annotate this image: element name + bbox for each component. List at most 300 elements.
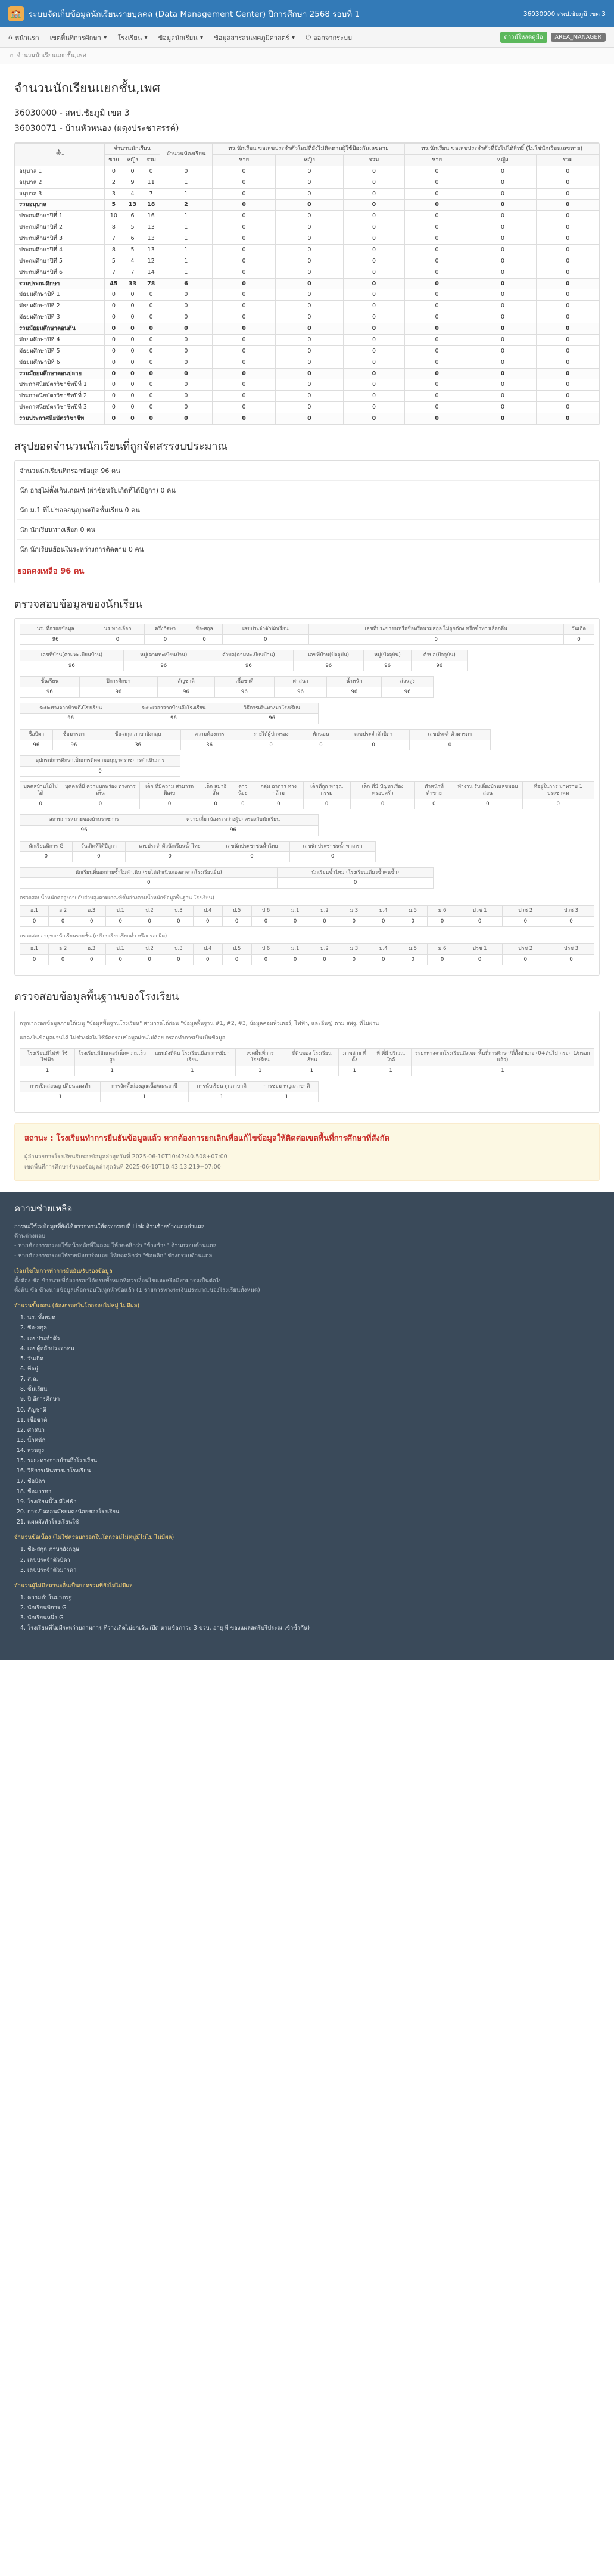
- row-cell-rooms: 0: [160, 334, 213, 345]
- check-value-cell: 0: [289, 852, 376, 862]
- student-check-panel: [14, 618, 600, 976]
- table-row: [15, 323, 599, 335]
- row-cell-m: 0: [105, 323, 123, 335]
- nav-item-logout[interactable]: [306, 32, 352, 43]
- basedata-value-cell: 1: [101, 1092, 188, 1102]
- nav-item-area-office[interactable]: [50, 32, 107, 43]
- nav-item-student-data[interactable]: [158, 32, 203, 43]
- row-cell-rooms: 0: [160, 357, 213, 368]
- row-cell-a_t: 0: [343, 379, 405, 391]
- check-value-cell: 0: [304, 740, 338, 750]
- table-row: [15, 244, 599, 256]
- row-level-label: อนุบาล 1: [15, 166, 105, 177]
- list-item: 4. เลขผู้หลักประจาทน: [27, 1344, 600, 1354]
- check-value-cell: 0: [278, 878, 433, 889]
- row-cell-f: 6: [123, 233, 142, 245]
- row-cell-a_f: 0: [276, 244, 343, 256]
- basedata-value-cell: 1: [188, 1092, 255, 1102]
- row-cell-b_t: 0: [537, 413, 599, 425]
- row-cell-rooms: 0: [160, 166, 213, 177]
- row-cell-b_f: 0: [469, 222, 537, 233]
- check-value-cell: 0: [144, 634, 186, 645]
- check-col-header: เลขที่บ้าน(ตามทะเบียนบ้าน): [20, 650, 124, 661]
- row-cell-a_m: 0: [212, 222, 276, 233]
- check-col-header: วันเกิดที่ได้ปีถูกา: [72, 841, 126, 852]
- check-col-header: รายได้ผู้ปกครอง: [238, 729, 304, 740]
- row-cell-b_t: 0: [537, 379, 599, 391]
- check-value-cell: 0: [303, 799, 350, 809]
- row-cell-a_m: 0: [212, 357, 276, 368]
- row-cell-a_t: 0: [343, 368, 405, 379]
- status-meta: [24, 1152, 590, 1172]
- check-col-header: สัญชาติ: [158, 677, 215, 687]
- row-cell-a_f: 0: [276, 256, 343, 267]
- table-row: [15, 289, 599, 301]
- basedata-value-cell: 1: [255, 1092, 318, 1102]
- check-col-header: ความเกี่ยวข้องระหว่างผู้ปกครองกับนักเรียน: [148, 815, 319, 826]
- row-cell-rooms: 2: [160, 200, 213, 211]
- row-cell-a_t: 0: [343, 357, 405, 368]
- check-col-header: เชื้อชาติ: [214, 677, 274, 687]
- check-value-cell: 0: [222, 916, 251, 927]
- enrollment-table-panel: [14, 142, 600, 425]
- student-check-tables: [15, 619, 599, 975]
- check-value-cell: 96: [20, 714, 121, 724]
- row-cell-b_m: 0: [405, 301, 469, 312]
- row-cell-b_m: 0: [405, 289, 469, 301]
- row-cell-b_t: 0: [537, 200, 599, 211]
- check-value-cell: 0: [310, 916, 339, 927]
- check-col-header: สถานการหมายของบ้านราชการ: [20, 815, 148, 826]
- app-title: ระบบจัดเก็บข้อมูลนักเรียนรายบุคคล (Data Management Center) ปีการศึกษา 2568 รอบที่ 1: [29, 10, 360, 19]
- row-level-label: รวมมัธยมศึกษาตอนปลาย: [15, 368, 105, 379]
- student-check-table-3: [20, 676, 434, 697]
- row-cell-a_m: 0: [212, 402, 276, 413]
- table-row: [15, 301, 599, 312]
- row-cell-m: 0: [105, 391, 123, 402]
- row-cell-a_t: 0: [343, 312, 405, 323]
- check-col-header: เลขประจำตัวนักเรียน: [222, 624, 308, 634]
- row-cell-m: 0: [105, 301, 123, 312]
- row-cell-t: 0: [142, 391, 160, 402]
- row-cell-m: 0: [105, 345, 123, 357]
- check-value-cell: 0: [20, 916, 49, 927]
- table-row: [20, 799, 594, 809]
- row-level-label: ประถมศึกษาปีที่ 6: [15, 267, 105, 278]
- budget-summary-panel: [14, 460, 600, 583]
- chevron-down-icon: ▾: [103, 33, 107, 41]
- check-col-header: ป.2: [135, 906, 164, 917]
- home-icon[interactable]: ⌂: [10, 52, 14, 59]
- row-cell-a_t: 0: [343, 256, 405, 267]
- help-title: ความช่วยเหลือ: [14, 1203, 73, 1214]
- table-row: [15, 233, 599, 245]
- check-col-header: ปวช 1: [457, 944, 503, 955]
- row-cell-a_f: 0: [276, 188, 343, 200]
- check-col-header: ม.4: [369, 944, 398, 955]
- list-item: จำนวนนักเรียนที่กรอกข้อมูล 96 คน: [17, 461, 599, 481]
- row-cell-b_m: 0: [405, 256, 469, 267]
- row-cell-b_f: 0: [469, 188, 537, 200]
- check-value-cell: 0: [91, 634, 144, 645]
- row-cell-b_f: 0: [469, 345, 537, 357]
- check-value-cell: 0: [563, 634, 594, 645]
- row-cell-a_t: 0: [343, 200, 405, 211]
- check-value-cell: 0: [398, 916, 427, 927]
- check-col-header: เด็ก ที่มีความ สามารถพิเศษ: [139, 782, 200, 799]
- table-row: [15, 312, 599, 323]
- basedata-wrap: [15, 1011, 599, 1113]
- row-cell-t: 0: [142, 402, 160, 413]
- row-cell-b_m: 0: [405, 413, 469, 425]
- row-cell-b_f: 0: [469, 391, 537, 402]
- nav-item-home[interactable]: [8, 32, 39, 43]
- check-value-cell: 0: [350, 799, 415, 809]
- row-cell-b_f: 0: [469, 166, 537, 177]
- row-cell-f: 0: [123, 323, 142, 335]
- check-value-cell: 0: [72, 852, 126, 862]
- check-col-header: ป.6: [251, 906, 280, 917]
- col-rooms: จำนวนห้องเรียน: [160, 144, 213, 166]
- row-cell-b_t: 0: [537, 222, 599, 233]
- check-value-cell: 0: [238, 740, 304, 750]
- row-cell-rooms: 0: [160, 289, 213, 301]
- page-content: [0, 64, 614, 1181]
- list-item: 2. เลขประจำตัวบิดา: [27, 1556, 600, 1565]
- row-cell-f: 0: [123, 413, 142, 425]
- row-cell-a_f: 0: [276, 334, 343, 345]
- check-value-cell: 0: [135, 954, 164, 965]
- row-cell-a_t: 0: [343, 323, 405, 335]
- help-intro-head: การจะใช้ระบ้อมูลที่ยังไห้ตรวจทานให้ตรงกรอบที่ Link ด้านซ้ายข้างแถลต่าแถล: [14, 1223, 205, 1231]
- row-level-label: ประถมศึกษาปีที่ 4: [15, 244, 105, 256]
- check-value-cell: 0: [106, 954, 135, 965]
- list-item: 4. โรงเรียนที่ไม่มีระหว่ายถามการ ที่ว่างเกิดไม่ยกเว้น เปิด ตามข้อภาวะ 3 ขวบ, อายุ ที่ ของแผลสตรีบริประณ เข้าซ้ำกัน): [27, 1624, 600, 1633]
- nav-item-school-label: โรงเรียน: [117, 33, 142, 42]
- table-row: [20, 740, 491, 750]
- check-value-cell: 96: [20, 825, 148, 836]
- row-cell-a_m: 0: [212, 379, 276, 391]
- row-cell-b_m: 0: [405, 222, 469, 233]
- nav-item-gis-data-label: ข้อมูลสารสนเทศภูมิศาสตร์: [214, 33, 289, 42]
- nav-item-gis-data[interactable]: [214, 32, 295, 43]
- row-cell-b_t: 0: [537, 244, 599, 256]
- check-col-header: ม.6: [428, 906, 457, 917]
- basedata-col-header: ที่ดินของ โรงเรียน เรียน: [285, 1049, 338, 1066]
- row-cell-a_f: 0: [276, 301, 343, 312]
- row-cell-t: 0: [142, 379, 160, 391]
- row-cell-a_f: 0: [276, 345, 343, 357]
- table-row: [15, 211, 599, 222]
- col-count-group: จำนวนนักเรียน: [105, 144, 160, 155]
- row-cell-b_f: 0: [469, 289, 537, 301]
- row-cell-a_f: 0: [276, 357, 343, 368]
- row-cell-a_m: 0: [212, 233, 276, 245]
- row-cell-f: 33: [123, 278, 142, 289]
- list-item: 19. โรงเรียนนี้ไม่มีไฟฟ้า: [27, 1497, 600, 1507]
- row-cell-b_f: 0: [469, 244, 537, 256]
- col-sub-รวม: รวม: [537, 154, 599, 166]
- check-col-header: ระยะเวลาจากบ้านถึงโรงเรียน: [121, 703, 226, 714]
- student-check-table-4: [20, 703, 319, 724]
- role-badge: AREA_MANAGER: [551, 33, 606, 42]
- check-col-header: ม.1: [280, 906, 310, 917]
- status-message: โรงเรียนทำการยืนยันข้อมูลแล้ว หากต้องการยกเลิกเพื่อแก้ไขข้อมูลให้ติดต่อเขตพื้นที่การศึกษาที่สังกัด: [56, 1134, 390, 1144]
- row-cell-a_t: 0: [343, 413, 405, 425]
- row-cell-rooms: 1: [160, 177, 213, 188]
- check-col-header: ปีการศึกษา: [79, 677, 157, 687]
- table-row: [20, 954, 594, 965]
- disability-table: [20, 781, 594, 809]
- status-meta-line-2: เขตพื้นที่การศึกษารับรองข้อมูลล่าสุดวันที่ 2025-06-10T10:43:13.219+07:00: [24, 1163, 221, 1170]
- row-cell-b_f: 0: [469, 177, 537, 188]
- row-cell-b_t: 0: [537, 357, 599, 368]
- check-col-header: นักเรียนพิการ G: [20, 841, 73, 852]
- check-value-cell: 0: [310, 954, 339, 965]
- grade-table-note-2: ตรวจสอบอายุของนักเรียนรายชั้น (เปรียบเรียบเรียกต่ำ หรือกรอกผิด): [20, 933, 167, 940]
- table-row: [20, 916, 594, 927]
- list-item: 9. ปี อีการศึกษา: [27, 1395, 600, 1404]
- help-intro-line: - หากต้องการกรอบให้รายมือการ์ดแถบ ให้กดคลิกว่า "ข้อคลิก" ข้างกรอบด้านแถล: [14, 1252, 213, 1259]
- check-value-cell: 0: [409, 740, 491, 750]
- row-cell-rooms: 1: [160, 256, 213, 267]
- check-col-header: ม.5: [398, 944, 427, 955]
- row-level-label: ประถมศึกษาปีที่ 1: [15, 211, 105, 222]
- row-cell-m: 0: [105, 379, 123, 391]
- row-cell-m: 0: [105, 289, 123, 301]
- row-cell-m: 0: [105, 368, 123, 379]
- table-row: [15, 391, 599, 402]
- check-col-header: เลขนักประชาชนน้ำไทย: [214, 841, 290, 852]
- check-value-cell: 0: [254, 799, 303, 809]
- page-title: จำนวนนักเรียนแยกชั้น,เพศ: [14, 81, 160, 95]
- row-cell-b_t: 0: [537, 334, 599, 345]
- check-col-header: ระยะทางจากบ้านถึงโรงเรียน: [20, 703, 121, 714]
- nav-item-area-office-label: เขตพื้นที่การศึกษา: [49, 33, 101, 42]
- help-cond-line: ตั้งต้น ข้อ ข้างนายข้อมูลเพื่อกรอบในทุกหัวข้อแล้ว (1 รายการทางระเงินประมาณของโรงเรียนทั้งหมด): [14, 1287, 260, 1294]
- row-cell-b_t: 0: [537, 211, 599, 222]
- row-cell-a_t: 0: [343, 391, 405, 402]
- row-cell-t: 11: [142, 177, 160, 188]
- row-cell-b_f: 0: [469, 233, 537, 245]
- check-col-header: ป.1: [106, 906, 135, 917]
- check-value-cell: 0: [280, 916, 310, 927]
- row-level-label: รวมประถมศึกษา: [15, 278, 105, 289]
- row-cell-b_m: 0: [405, 278, 469, 289]
- grade-check-table-2: [20, 943, 594, 965]
- check-value-cell: 0: [126, 852, 214, 862]
- table-row: [15, 334, 599, 345]
- row-cell-a_m: 0: [212, 368, 276, 379]
- basedata-panel: [14, 1011, 600, 1113]
- student-check-table-1: [20, 624, 594, 645]
- check-value-cell: 0: [106, 916, 135, 927]
- row-cell-f: 13: [123, 200, 142, 211]
- check-value-cell: 0: [428, 916, 457, 927]
- check-col-header: ม.2: [310, 906, 339, 917]
- row-cell-f: 0: [123, 312, 142, 323]
- check-col-header: ปวช 1: [457, 906, 503, 917]
- table-row: [15, 357, 599, 368]
- row-cell-a_m: 0: [212, 391, 276, 402]
- row-cell-f: 0: [123, 368, 142, 379]
- check-col-header: ป.4: [193, 906, 222, 917]
- row-cell-f: 0: [123, 301, 142, 312]
- row-cell-t: 0: [142, 368, 160, 379]
- check-value-cell: 96: [274, 687, 327, 698]
- row-cell-a_f: 0: [276, 200, 343, 211]
- check-value-cell: 96: [204, 661, 293, 671]
- basedata-value-cell: 1: [285, 1066, 338, 1076]
- check-col-header: หมู่(ปัจจุบัน): [364, 650, 411, 661]
- check-value-cell: 0: [339, 954, 369, 965]
- row-cell-f: 7: [123, 267, 142, 278]
- row-cell-rooms: 1: [160, 211, 213, 222]
- check-col-header: ป.4: [193, 944, 222, 955]
- row-cell-t: 13: [142, 222, 160, 233]
- list-item: 1. ความดับในมาตรฐ: [27, 1593, 600, 1603]
- row-cell-rooms: 1: [160, 233, 213, 245]
- basedata-col-header: โรงเรียนมีไฟฟ้าใช้ไฟฟ้า: [20, 1049, 75, 1066]
- row-cell-b_t: 0: [537, 312, 599, 323]
- grade-check-table-1: [20, 905, 594, 927]
- row-level-label: ประกาศนียบัตรวิชาชีพปีที่ 1: [15, 379, 105, 391]
- help-optional-list: [14, 1545, 600, 1575]
- check-col-header: วันเกิด: [563, 624, 594, 634]
- nav-item-school[interactable]: [117, 32, 147, 43]
- basedata-col-header: แผนผังที่ดิน โรงเรียนมีอา การมีมาเรียน: [149, 1049, 236, 1066]
- check-value-cell: 0: [503, 954, 548, 965]
- col-sub-รวม: รวม: [343, 154, 405, 166]
- row-cell-a_f: 0: [276, 177, 343, 188]
- row-level-label: ประถมศึกษาปีที่ 3: [15, 233, 105, 245]
- row-cell-a_f: 0: [276, 233, 343, 245]
- check-value-cell: 96: [20, 687, 80, 698]
- row-cell-a_t: 0: [343, 188, 405, 200]
- check-value-cell: 0: [186, 634, 222, 645]
- check-value-cell: 0: [200, 799, 232, 809]
- row-level-label: มัธยมศึกษาปีที่ 1: [15, 289, 105, 301]
- basedata-value-cell: 1: [149, 1066, 236, 1076]
- list-item: 15. ระยะทางจากบ้านถึงโรงเรียน: [27, 1456, 600, 1466]
- basedata-col-header: การนับเรียน ถูกภาษาคิ: [188, 1082, 255, 1092]
- row-cell-a_f: 0: [276, 368, 343, 379]
- row-cell-t: 0: [142, 166, 160, 177]
- check-col-header: ที่อยู่ในการ มาทราบ 1 ประชาคม: [522, 782, 594, 799]
- check-col-header: เด็ก ที่มี ปัญหาเรื่อง ครอบครัว: [350, 782, 415, 799]
- basedata-value-cell: 1: [20, 1066, 75, 1076]
- row-cell-b_m: 0: [405, 233, 469, 245]
- basedata-col-header: การเปิดสอนญ ปลี่ยนแพงทำ: [20, 1082, 101, 1092]
- check-value-cell: 96: [294, 661, 364, 671]
- row-cell-rooms: 0: [160, 379, 213, 391]
- status-label-prefix: สถานะ :: [24, 1134, 54, 1144]
- help-list3-head: จำนวนผู้ไม่มีสถานะอื่นเป็นยอดรวมที่ยังไม่ไม่มีผล: [14, 1582, 133, 1589]
- school-line: 36030071 - บ้านหัวหนอง (ผดุงประชาสรรค์): [14, 124, 179, 133]
- row-cell-a_m: 0: [212, 413, 276, 425]
- check-col-header: ป.5: [222, 906, 251, 917]
- col-sub-หญิง: หญิง: [469, 154, 537, 166]
- help-cond-head: เงื่อนไขในการทำการยืนยัน/รับรองข้อมูล: [14, 1267, 113, 1275]
- check-value-cell: 0: [522, 799, 594, 809]
- breadcrumb: [0, 48, 614, 64]
- check-col-header: ทำงาน รับเลี้ยงบ้านเลขมอบสอน: [453, 782, 522, 799]
- row-cell-b_m: 0: [405, 211, 469, 222]
- table-row: [15, 379, 599, 391]
- row-cell-m: 5: [105, 256, 123, 267]
- check-col-header: ชื่อ-สกุล ภาษาอังกฤษ: [95, 729, 181, 740]
- basedata-col-header: ระยะทางจากโรงเรียนถึงเขต พื้นที่การศึกษา/ที่ตั้งอำเภอ (0+ต้นไม่ กรอก 1/กรอกแล้ว): [411, 1049, 594, 1066]
- check-col-header: ความต้องการ: [181, 729, 238, 740]
- check-value-cell: 0: [77, 954, 106, 965]
- check-value-cell: 0: [135, 916, 164, 927]
- help-cond-line: ตั้งต้อง ข้อ ข้างนายที่ต้องกรอกได้ครบทั้งหมดที่ควรเงื่อนไขและหรือมีสามารถเป็นต่อไป: [14, 1277, 223, 1284]
- check-col-header: ป.3: [164, 944, 193, 955]
- table-row: [20, 661, 468, 671]
- row-cell-rooms: 1: [160, 222, 213, 233]
- school-building-icon: 🏫: [8, 6, 24, 21]
- check-col-header: ม.3: [339, 906, 369, 917]
- col-not-thai-id-group: ทร.นักเรียน ขอเลขประจำตัวใหม่ที่ยังไม่ติดตามผู้ใช้ป้องกันเลขหาย: [212, 144, 405, 155]
- row-cell-a_t: 0: [343, 166, 405, 177]
- row-cell-b_f: 0: [469, 312, 537, 323]
- table-row: [20, 825, 319, 836]
- list-item: 7. ส.ถ.: [27, 1375, 600, 1384]
- check-value-cell: 0: [280, 954, 310, 965]
- row-cell-m: 0: [105, 166, 123, 177]
- check-value-cell: 96: [327, 687, 382, 698]
- table-row: [15, 177, 599, 188]
- row-cell-b_t: 0: [537, 233, 599, 245]
- row-cell-f: 4: [123, 256, 142, 267]
- check-value-cell: 0: [415, 799, 453, 809]
- table-row: [20, 878, 434, 889]
- row-cell-b_t: 0: [537, 256, 599, 267]
- check-col-header: เด็ก สมาธิ สั้น: [200, 782, 232, 799]
- check-col-header: ชั้นเรียน: [20, 677, 80, 687]
- chevron-down-icon: ▾: [200, 33, 204, 41]
- check-col-header: เลขที่ประชาชนหรือชื่อหรือนามสกุล ไม่ถูกต้อง หรือซ้ำทางเลือกอื่น: [308, 624, 563, 634]
- row-cell-m: 0: [105, 402, 123, 413]
- check-col-header: หมู่(ตามทะเบียนบ้าน): [123, 650, 204, 661]
- row-cell-a_f: 0: [276, 402, 343, 413]
- row-cell-a_f: 0: [276, 379, 343, 391]
- check-col-header: ปวช 3: [548, 906, 594, 917]
- basedata-title: ตรวจสอบข้อมูลพื้นฐานของโรงเรียน: [14, 990, 179, 1003]
- check-col-header: ป.2: [135, 944, 164, 955]
- check-value-cell: 36: [95, 740, 181, 750]
- check-col-header: ปวช 2: [503, 944, 548, 955]
- check-col-header: อ.2: [49, 944, 77, 955]
- list-item: 3. นักเรียนหนึ่ง G: [27, 1613, 600, 1623]
- row-cell-f: 0: [123, 402, 142, 413]
- download-manual-button[interactable]: ดาวน์โหลดคู่มือ: [500, 32, 547, 43]
- basedata-value-cell: 1: [235, 1066, 285, 1076]
- row-cell-t: 14: [142, 267, 160, 278]
- help-panel: [0, 1192, 614, 1660]
- row-cell-f: 5: [123, 244, 142, 256]
- row-cell-a_f: 0: [276, 166, 343, 177]
- check-col-header: ปวช 3: [548, 944, 594, 955]
- row-cell-m: 0: [105, 334, 123, 345]
- row-cell-f: 4: [123, 188, 142, 200]
- check-value-cell: 0: [251, 954, 280, 965]
- row-level-label: ประถมศึกษาปีที่ 2: [15, 222, 105, 233]
- row-cell-m: 3: [105, 188, 123, 200]
- table-row: [15, 256, 599, 267]
- row-cell-f: 0: [123, 166, 142, 177]
- table-row: [15, 188, 599, 200]
